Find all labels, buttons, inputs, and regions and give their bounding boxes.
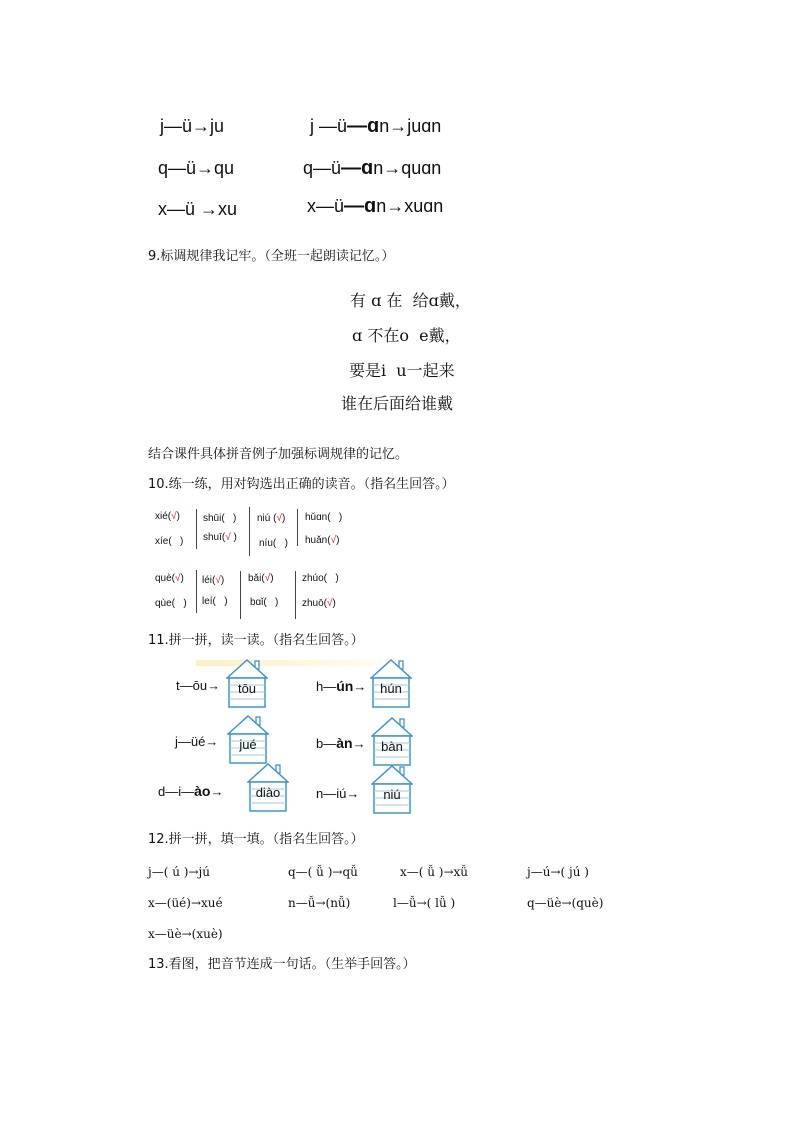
choice-option <box>302 597 336 611</box>
choice-option <box>248 572 274 586</box>
choice-close: ) <box>281 513 286 524</box>
house-icon <box>371 765 413 815</box>
spell-label <box>316 734 366 753</box>
house-icon <box>227 715 269 765</box>
choice-close: ) <box>336 535 340 546</box>
spelling-right-post: n→xuɑn <box>376 196 444 216</box>
initial: d—i— <box>158 784 195 799</box>
initial: h— <box>316 679 337 694</box>
arrow: → <box>352 736 366 751</box>
house-answer: tōu <box>237 681 257 696</box>
spelling-left-1: j—ü→ju <box>160 116 225 136</box>
choice-option <box>155 510 180 524</box>
choice-close: ) <box>332 598 336 609</box>
fill-item: j—( ú )→jú <box>148 865 210 879</box>
spell-label <box>158 782 223 801</box>
house-icon <box>371 717 413 767</box>
choice-close: ) <box>230 532 237 543</box>
house-answer: bàn <box>381 739 403 754</box>
choice-syllable: zhúo( <box>302 573 328 584</box>
initial: b— <box>316 736 337 751</box>
choice-option <box>305 511 342 525</box>
choice-syllable: leí( <box>202 596 216 607</box>
choice-option <box>155 572 184 586</box>
final: ào <box>194 783 211 799</box>
spelling-right-final: —ɑ <box>344 195 377 217</box>
fill-item: x—( ǚ )→xǚ <box>400 865 469 879</box>
final: ún <box>336 678 354 694</box>
house-answer: diào <box>255 785 281 800</box>
spelling-right-3 <box>307 194 443 218</box>
fill-item: l—ǚ→( lǚ ) <box>393 896 456 910</box>
choice-syllable: huǎn( <box>305 535 331 546</box>
choice-syllable: zhuō( <box>302 598 328 609</box>
choice-option <box>259 537 288 551</box>
choice-syllable: qùe( <box>155 598 176 609</box>
spelling-left-3: x—ü →xu <box>158 199 238 219</box>
choice-syllable: shuī( <box>203 532 226 543</box>
spelling-right-1 <box>310 114 441 138</box>
column-divider <box>196 509 197 549</box>
spelling-right-post: n→juɑn <box>379 116 442 136</box>
choice-close: ) <box>327 573 339 584</box>
fill-item: j—ú→( jú ) <box>527 865 589 879</box>
choice-option <box>250 596 278 610</box>
fill-item: q—( ǚ )→qǚ <box>288 865 358 879</box>
check-mark: √ <box>276 513 282 524</box>
highlight-strip <box>196 660 382 666</box>
fill-item: n—ǚ→(nǚ) <box>288 896 351 910</box>
poem-line-4: 谁在后面给谁戴 <box>341 394 454 413</box>
spelling-right-final: —ɑ <box>341 157 374 179</box>
poem-line-1: 有 ɑ 在 给ɑ戴， <box>350 291 471 310</box>
choice-close: ) <box>220 575 225 586</box>
arrow: → <box>207 678 221 693</box>
choice-option <box>155 535 183 549</box>
choice-option <box>202 595 228 609</box>
poem-line-2: ɑ 不在o e戴， <box>352 326 461 345</box>
fill-item: x—(üé)→xué <box>148 896 223 910</box>
spelling-right-post: n→quɑn <box>373 158 442 178</box>
final: üé <box>190 734 206 749</box>
check-mark: √ <box>175 573 181 584</box>
arrow: → <box>205 734 219 749</box>
choice-close: ) <box>180 573 184 584</box>
choice-close: ) <box>224 513 237 524</box>
column-divider <box>240 571 241 619</box>
choice-syllable: hǔɑn( <box>305 512 331 523</box>
choice-close: ) <box>276 538 288 549</box>
final: iú <box>336 786 347 801</box>
choice-close: ) <box>171 536 184 547</box>
check-mark: √ <box>225 532 231 543</box>
initial: n— <box>316 786 337 801</box>
section-13-heading: 13.看图，把音节连成一句话。（生举手回答。） <box>148 957 416 972</box>
choice-syllable: xié( <box>155 511 172 522</box>
house-icon <box>226 659 268 709</box>
choice-option <box>203 512 236 526</box>
spelling-right-2 <box>303 156 441 180</box>
arrow: → <box>353 679 367 694</box>
check-mark: √ <box>171 511 177 522</box>
choice-syllable: léi( <box>202 575 216 586</box>
spell-label <box>176 677 220 695</box>
section-11-heading: 11.拼一拼，读一读。（指名生回答。） <box>148 633 364 648</box>
choice-close: ) <box>176 511 180 522</box>
spell-label <box>175 733 218 751</box>
check-mark: √ <box>264 573 271 584</box>
choice-option <box>305 534 339 548</box>
initial: j— <box>175 734 191 749</box>
section-10-heading: 10.练一练，用对钩选出正确的读音。（指名生回答。） <box>148 477 455 492</box>
initial: t— <box>176 678 193 693</box>
choice-syllable: shūi( <box>203 513 225 524</box>
spelling-right-pre: j —ü <box>310 116 348 136</box>
final: ōu <box>192 678 208 693</box>
spelling-right-pre: q—ü <box>303 158 342 178</box>
choice-syllable: què( <box>155 573 176 584</box>
spelling-right-final: —ɑ <box>347 115 380 137</box>
section-12-heading: 12.拼一拼，填一填。（指名生回答。） <box>148 832 364 847</box>
choice-option <box>202 574 224 588</box>
fill-item: q—üè→(què) <box>527 896 604 910</box>
fill-item: x—üè→(xuè) <box>148 927 223 941</box>
column-divider <box>295 571 296 619</box>
choice-option <box>257 512 285 526</box>
choice-option <box>155 597 187 611</box>
choice-close: ) <box>330 512 343 523</box>
section-9-heading: 9.标调规律我记牢。（全班一起朗读记忆。） <box>148 249 395 264</box>
choice-syllable: xíe( <box>155 536 172 547</box>
check-mark: √ <box>215 575 221 586</box>
check-mark: √ <box>327 598 333 609</box>
choice-syllable: niú ( <box>257 513 277 524</box>
choice-option <box>302 572 339 586</box>
section-9-note: 结合课件具体拼音例子加强标调规律的记忆。 <box>148 447 409 462</box>
house-icon <box>247 763 289 813</box>
choice-close: ) <box>175 598 187 609</box>
choice-close: ) <box>266 597 279 608</box>
spell-label <box>316 785 359 803</box>
house-answer: hún <box>380 681 402 696</box>
check-mark: √ <box>330 535 337 546</box>
choice-option <box>203 531 237 545</box>
spelling-right-pre: x—ü <box>307 196 345 216</box>
column-divider <box>249 507 250 556</box>
house-answer: niú <box>383 787 401 802</box>
arrow: → <box>346 786 360 801</box>
final: àn <box>336 735 353 751</box>
poem-line-3: 要是i u一起来 <box>349 361 455 380</box>
spell-label <box>316 677 366 696</box>
choice-syllable: bɑǐ( <box>250 597 267 608</box>
column-divider <box>196 570 197 613</box>
choice-close: ) <box>215 596 228 607</box>
choice-syllable: níu( <box>259 538 277 549</box>
choice-close: ) <box>270 573 274 584</box>
column-divider <box>297 509 298 546</box>
arrow: → <box>210 784 224 799</box>
house-answer: jué <box>239 737 257 752</box>
spelling-left-2: q—ü→qu <box>158 158 235 178</box>
choice-syllable: bǎi( <box>248 573 265 584</box>
house-icon <box>370 659 412 709</box>
